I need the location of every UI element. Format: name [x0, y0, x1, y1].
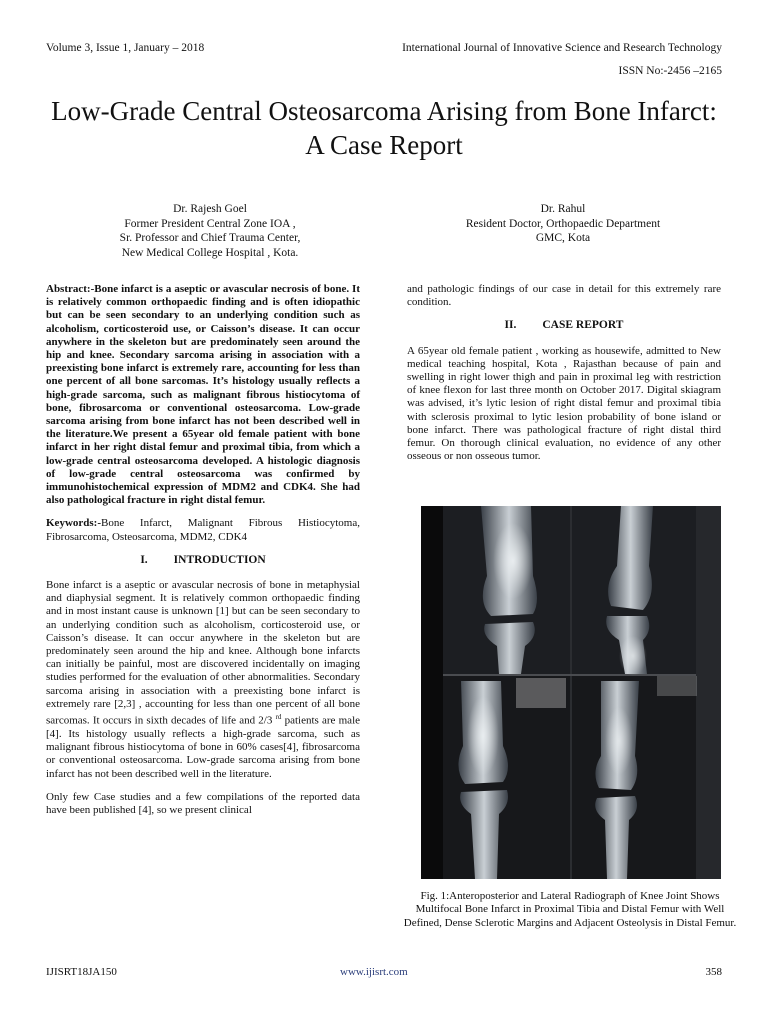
intro-paragraph-1: [46, 579, 360, 781]
figure-caption: Fig. 1:Anteroposterior and Lateral Radiograph of Knee Joint Shows Multifocal Bone Infarct in Proximal Tibia and Distal Femur with Well Defined, Dense Sclerotic Margins and Adjacent Osteolysis in Distal Femur.: [403, 890, 737, 929]
header-volume: Volume 3, Issue 1, January – 2018: [46, 42, 205, 54]
left-column: [46, 283, 360, 827]
section-title: INTRODUCTION: [173, 553, 266, 566]
author-affiliation: New Medical College Hospital , Kota.: [121, 246, 299, 259]
section-heading-introduction: [46, 554, 360, 567]
author-affiliation: Former President Central Zone IOA ,: [124, 217, 296, 230]
intro-text: Bone infarct is a aseptic or avascular necrosis of bone in metaphysial and diaphysial segment. It is relatively common orthopaedic finding and in most instant cause is unknown [1] but can be seen secondary to an underlying condition such as alcoholism, corticosteroid use, or Caisson’s disease. It can occur anywhere in the skeleton but are predominately seen around the hip and knee. Although bone infarcts can initially be painful, most are discovered incidentally on imaging studies performed for the evaluation of other abnormalities. Secondary sarcoma arising in association with a preexisting bone infarct is extremely rare [2,3] , accounting for less than one percent of all bone sarcomas. It occurs in sixth decades of life and 2/3: [46, 579, 360, 727]
keywords: [46, 517, 360, 543]
author-name: Dr. Rajesh Goel: [173, 203, 247, 215]
radiograph-figure: [421, 506, 721, 879]
footer-url[interactable]: www.ijisrt.com: [340, 966, 408, 978]
section-number: I.: [140, 553, 148, 566]
right-column: [407, 283, 721, 473]
author-name: Dr. Rahul: [540, 203, 586, 215]
author-affiliation: GMC, Kota: [535, 232, 591, 244]
superscript: rd: [275, 713, 282, 722]
header-issn: ISSN No:-2456 –2165: [618, 65, 722, 77]
page-number: 358: [705, 966, 722, 978]
intro-paragraph-2: Only few Case studies and a few compilations of the reported data have been published [4], so we present clinical: [46, 790, 360, 816]
case-report-paragraph: A 65year old female patient , working as housewife, admitted to New medical teaching hospital, Kota , Rajasthan because of pain and swelling in right lower thigh and pain in proximal leg with restriction of knee flexon for last three month on October 2017. Digital skiagram was advised, it’s lytic lesion of right distal femur and proximal tibia with sclerosis proximal to lytic lesion probability of bone island or bone infarct. There was pathological fracture of right distal third femur. On thorough clinical evaluation, no evidence of any other osseous or non osseous tumor.: [407, 344, 721, 463]
author-block-2: [410, 202, 716, 246]
author-block-1: [60, 202, 360, 260]
keywords-label: Keywords:-: [46, 517, 101, 530]
continuation-paragraph: and pathologic findings of our case in detail for this extremely rare condition.: [407, 283, 721, 309]
section-heading-case-report: [407, 319, 721, 332]
author-affiliation: Resident Doctor, Orthopaedic Department: [465, 217, 661, 230]
header-journal: International Journal of Innovative Science and Research Technology: [402, 42, 722, 54]
abstract: Abstract:-Bone infarct is a aseptic or avascular necrosis of bone. It is relatively common orthopaedic finding and is often idiopathic but can be seen secondary to an underlying condition such as alcoholism, corticosteroid use, or Caisson’s disease. It can occur anywhere in the skeleton but are predominately seen around the hip and knee. Secondary sarcoma arising in association with a preexisting bone infarct is extremely rare, accounting for less than one percent of all bone sarcomas. It’s histology usually reflects a high-grade sarcoma, such as malignant fibrous histiocytoma of bone, fibrosarcoma or conventional osteosarcoma. Low-grade sarcoma arising from bone infarct has not been described well in the literature.We present a 65year old female patient with bone infarct in her right distal femur and proximal tibia, from which a low-grade central osteosarcoma developed. A histologic diagnosis of low-grade central osteosarcoma was confirmed by immunohistochemical expression of MDM2 and CDK4. She had also pathological fracture in right distal femur.: [46, 283, 360, 507]
author-affiliation: Sr. Professor and Chief Trauma Center,: [119, 232, 301, 244]
section-number: II.: [504, 319, 517, 332]
intro-text: patients are male [4]. Its histology usually reflects a high-grade sarcoma, such as malignant fibrous histiocytoma of bone in 60% cases[4], fibrosarcoma or conventional osteosarcoma. Low-grade sarcoma arising from bone infarct has not been described well in the literature.: [46, 714, 361, 780]
keywords-text: Bone Infarct, Malignant Fibrous Histiocytoma, Fibrosarcoma, Osteosarcoma, MDM2, CDK4: [46, 517, 360, 543]
paper-title: Low-Grade Central Osteosarcoma Arising from Bone Infarct: A Case Report: [51, 96, 717, 160]
radiograph-image: [421, 506, 721, 879]
section-title: CASE REPORT: [542, 319, 624, 332]
footer-code: IJISRT18JA150: [46, 966, 117, 978]
